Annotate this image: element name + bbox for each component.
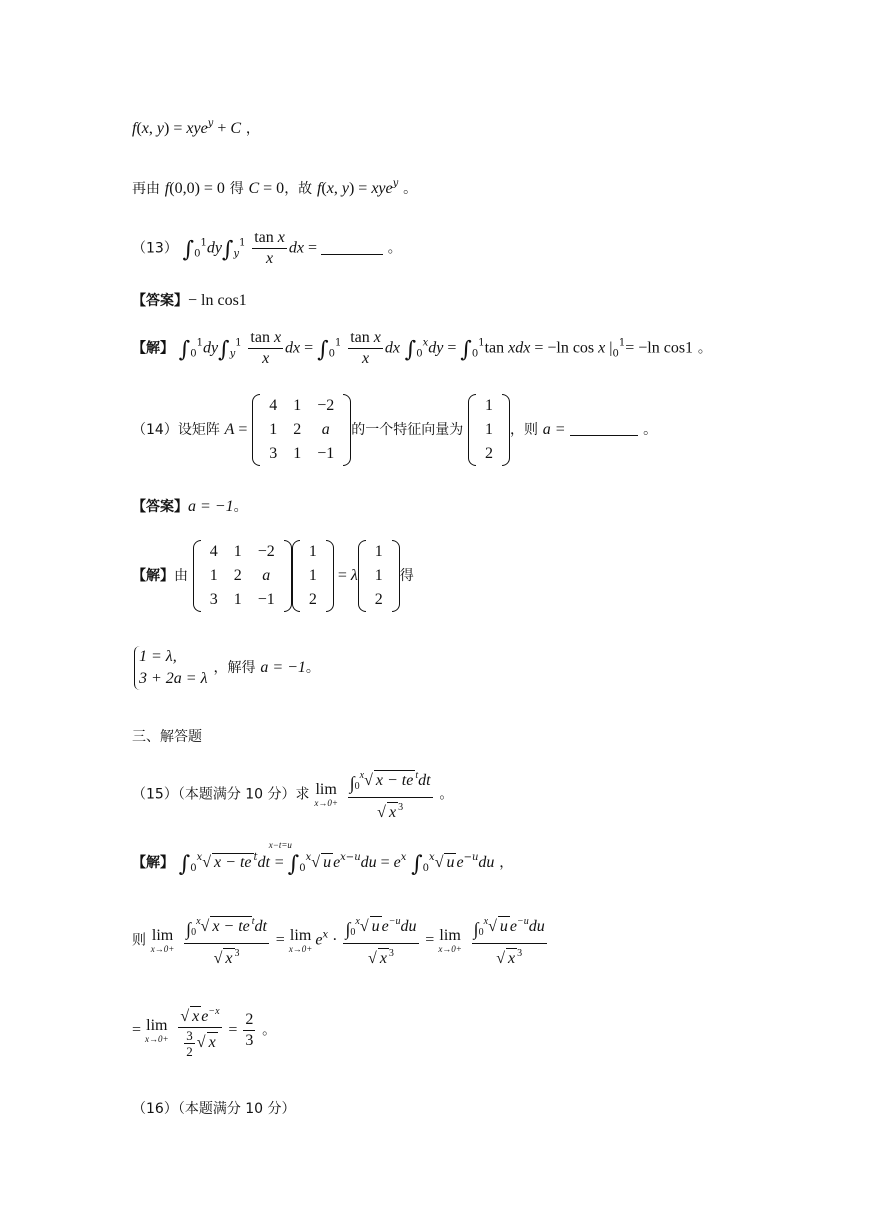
solution-15-limit: 则 lim x→0+ $\frac{\int_0^x√ x - te ^tdt}{√ x ^3}$ = lim x→0+ $e^x$ · $\frac{\int_0^x√ u e^{-u}du}{√ x ^3}$ = lim x→0+ $\frac{\int_0^x√ u e^{-u}du}{√ x ^3}$ bbox=[132, 912, 549, 969]
answer-blank bbox=[570, 423, 638, 436]
question-16 bbox=[132, 1098, 296, 1118]
solution-15-final: = lim x→0+ √ x $e^{-x}$ $\frac{3}{2}$ √ x = $\frac{2}{3}$ 。 bbox=[132, 1002, 276, 1059]
punct: 。 bbox=[403, 181, 418, 197]
equation-system bbox=[132, 644, 320, 692]
solution-label: 【解】 bbox=[132, 340, 174, 357]
text-mid: 得 bbox=[229, 181, 244, 197]
solution-14: 【解】由 4 1 −2 1 2 a 3 1 −1 1 1 2 = λ 1 1 2 得 bbox=[132, 540, 414, 612]
result: a = −1 bbox=[260, 659, 306, 676]
solution-15: 【解】 $\int_0^x√$ x − te $^t$dt = x−t=u $\int_0^x√$ u $e^{x-u}du = e^x$ $\int_0^x√$ u $e^{-u}du$ ， bbox=[132, 840, 514, 877]
punct: ， bbox=[245, 121, 260, 137]
text-pre: 设矩阵 bbox=[177, 422, 220, 438]
question-number: （15） bbox=[132, 786, 178, 803]
punct: 。 bbox=[697, 340, 712, 357]
section-title: 三、解答题 bbox=[132, 729, 202, 745]
system-brace bbox=[132, 644, 214, 692]
question-desc: （本题满分 10 分） bbox=[177, 1101, 296, 1117]
text-pre: 再由 bbox=[132, 181, 160, 197]
variable-a: a = bbox=[542, 421, 566, 438]
answer-13 bbox=[132, 290, 247, 310]
answer-value: a = −1 bbox=[188, 498, 234, 515]
punct: ， bbox=[499, 855, 514, 871]
system-eq-1: 1 = λ, bbox=[139, 648, 177, 665]
question-15: （15）（本题满分 10 分）求 lim x→0+ $\frac{\int_0^x√ x - te ^tdt}{√ x ^3}$ 。 bbox=[132, 766, 453, 823]
answer-value: − ln cos1 bbox=[188, 292, 247, 309]
question-number: （16） bbox=[132, 1101, 178, 1117]
text-mid: 的一个特征向量为 bbox=[351, 422, 464, 438]
formula-f-equals: f bbox=[132, 120, 137, 137]
text-after: ，则 bbox=[510, 422, 539, 438]
question-13: （13） $\int_0^1dy\int_y^1$ $\frac{\text{tan x}}{x}$ dx = 。 bbox=[132, 229, 402, 267]
question-number: （13） bbox=[132, 240, 178, 257]
answer-label: 【答案】 bbox=[132, 293, 188, 309]
punct: 。 bbox=[262, 1022, 277, 1039]
matrix-a: 4 1 −2 1 2 a 3 1 −1 bbox=[252, 394, 351, 466]
punct: 。 bbox=[233, 499, 248, 515]
answer-14 bbox=[132, 496, 248, 516]
formula-line-1: f(x, y) = xye$^y$ + C ， bbox=[132, 118, 260, 137]
punct: 。 bbox=[439, 786, 454, 803]
text-post: 得 bbox=[399, 568, 414, 584]
solution-13: 【解】 $\int_0^1dy\int_y^1$ $\frac{\text{tan x}}{x}$ dx = $\int_0^1$ $\frac{\text{tan x}}{x}$ dx $\int_0^xdy = \int_0^1\tan$ xdx = −ln cos x $|_0^1= -\ln$ cos1 。 bbox=[132, 329, 712, 367]
question-14: （14）设矩阵 A = 4 1 −2 1 2 a 3 1 −1 的一个特征向量为 1 1 2 ，则 a = 。 bbox=[132, 394, 657, 466]
vector-solution-1: 1 1 2 bbox=[292, 540, 334, 612]
text-pre: 则 bbox=[132, 932, 146, 949]
system-eq-2: 3 + 2a = λ bbox=[139, 670, 208, 687]
text-mid2: ，故 bbox=[284, 181, 313, 197]
question-number: （14） bbox=[132, 422, 178, 438]
solution-label: 【解】 bbox=[132, 855, 174, 871]
vector-solution-2: 1 1 2 bbox=[358, 540, 400, 612]
eigen-vector: 1 1 2 bbox=[468, 394, 510, 466]
solution-label: 【解】 bbox=[132, 568, 174, 584]
answer-label: 【答案】 bbox=[132, 499, 188, 515]
punct: 。 bbox=[643, 422, 658, 438]
matrix-a-solution: 4 1 −2 1 2 a 3 1 −1 bbox=[193, 540, 292, 612]
text-after: ，解得 bbox=[213, 660, 256, 676]
answer-blank bbox=[321, 242, 383, 255]
text-pre: 由 bbox=[174, 568, 188, 584]
text-line-2: 再由 f(0,0) = 0 得 C = 0，故 f(x, y) = xye$^y$ 。 bbox=[132, 178, 418, 197]
punct: 。 bbox=[305, 660, 320, 676]
question-desc: （本题满分 10 分）求 bbox=[177, 786, 310, 803]
punct: 。 bbox=[387, 240, 402, 257]
